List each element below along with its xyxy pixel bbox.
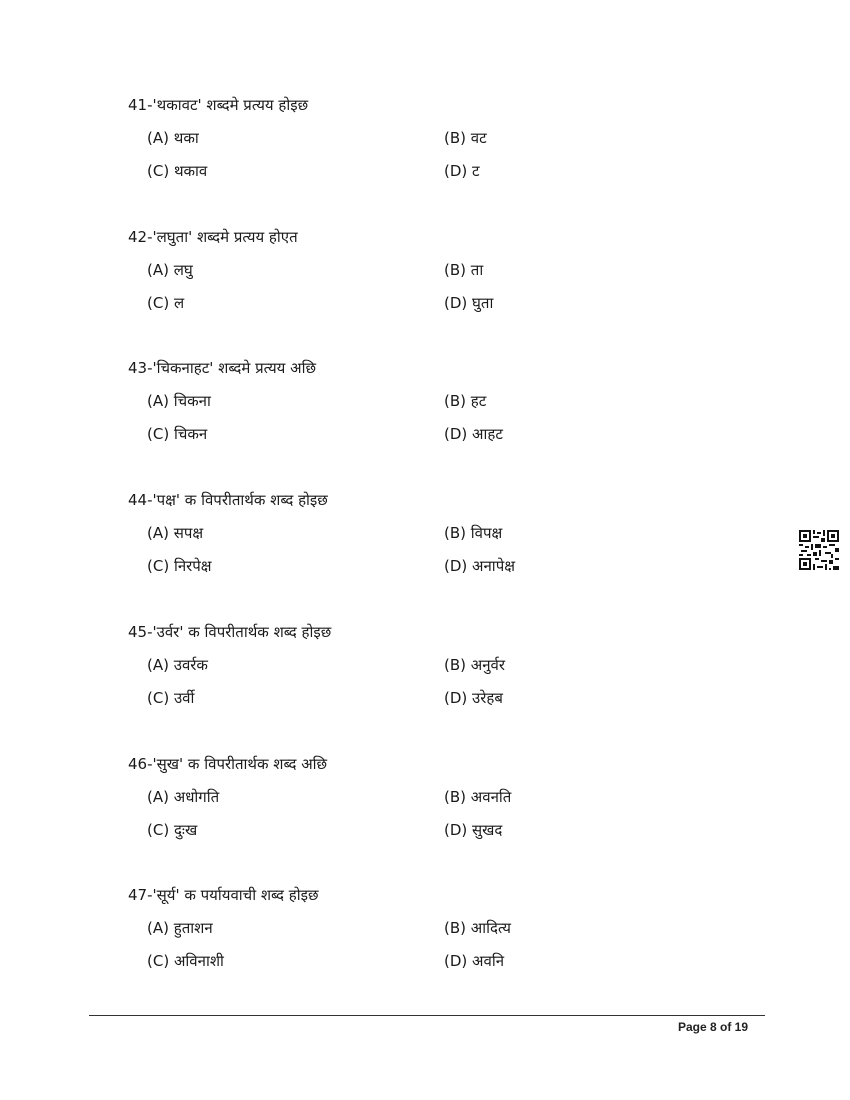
option-a[interactable]: (A) चिकना — [147, 392, 211, 410]
question-text: 47-'सूर्य' क पर्यायवाची शब्द होइछ — [128, 886, 319, 904]
option-d[interactable]: (D) उरेहब — [444, 689, 503, 707]
option-c[interactable]: (C) उर्वी — [147, 689, 195, 707]
option-b[interactable]: (B) ता — [444, 261, 484, 279]
question-42 — [128, 227, 648, 312]
question-46 — [128, 754, 648, 839]
question-text: 46-'सुख' क विपरीतार्थक शब्द अछि — [128, 755, 328, 773]
question-text: 43-'चिकनाहट' शब्दमे प्रत्यय अछि — [128, 359, 316, 377]
question-41 — [128, 95, 648, 180]
option-d[interactable]: (D) अनापेक्ष — [444, 557, 515, 575]
option-d[interactable]: (D) अवनि — [444, 952, 505, 970]
option-c[interactable]: (C) अविनाशी — [147, 952, 224, 970]
option-c[interactable]: (C) निरपेक्ष — [147, 557, 212, 575]
option-a[interactable]: (A) उवर्रक — [147, 656, 208, 674]
question-text: 42-'लघुता' शब्दमे प्रत्यय होएत — [128, 228, 298, 246]
option-b[interactable]: (B) वट — [444, 129, 487, 147]
footer-divider — [89, 1015, 765, 1016]
question-text: 44-'पक्ष' क विपरीतार्थक शब्द होइछ — [128, 491, 328, 509]
option-a[interactable]: (A) हुताशन — [147, 919, 213, 937]
question-text: 45-'उर्वर' क विपरीतार्थक शब्द होइछ — [128, 623, 332, 641]
page-number: Page 8 of 19 — [677, 1020, 748, 1034]
option-c[interactable]: (C) ल — [147, 294, 185, 312]
option-c[interactable]: (C) दुःख — [147, 821, 198, 839]
option-d[interactable]: (D) सुखद — [444, 821, 503, 839]
question-43 — [128, 358, 648, 443]
question-44 — [128, 490, 648, 575]
option-a[interactable]: (A) अधोगति — [147, 788, 220, 806]
option-b[interactable]: (B) विपक्ष — [444, 524, 503, 542]
option-d[interactable]: (D) आहट — [444, 425, 503, 443]
option-c[interactable]: (C) थकाव — [147, 162, 208, 180]
option-b[interactable]: (B) आदित्य — [444, 919, 511, 937]
option-c[interactable]: (C) चिकन — [147, 425, 208, 443]
question-45 — [128, 622, 648, 707]
qr-code-icon — [799, 530, 839, 570]
option-d[interactable]: (D) घुता — [444, 294, 494, 312]
option-b[interactable]: (B) अनुर्वर — [444, 656, 506, 674]
question-47 — [128, 885, 648, 970]
option-d[interactable]: (D) ट — [444, 162, 480, 180]
option-a[interactable]: (A) सपक्ष — [147, 524, 204, 542]
option-a[interactable]: (A) थका — [147, 129, 199, 147]
option-a[interactable]: (A) लघु — [147, 261, 193, 279]
option-b[interactable]: (B) हट — [444, 392, 487, 410]
option-b[interactable]: (B) अवनति — [444, 788, 512, 806]
question-text: 41-'थकावट' शब्दमे प्रत्यय होइछ — [128, 96, 309, 114]
